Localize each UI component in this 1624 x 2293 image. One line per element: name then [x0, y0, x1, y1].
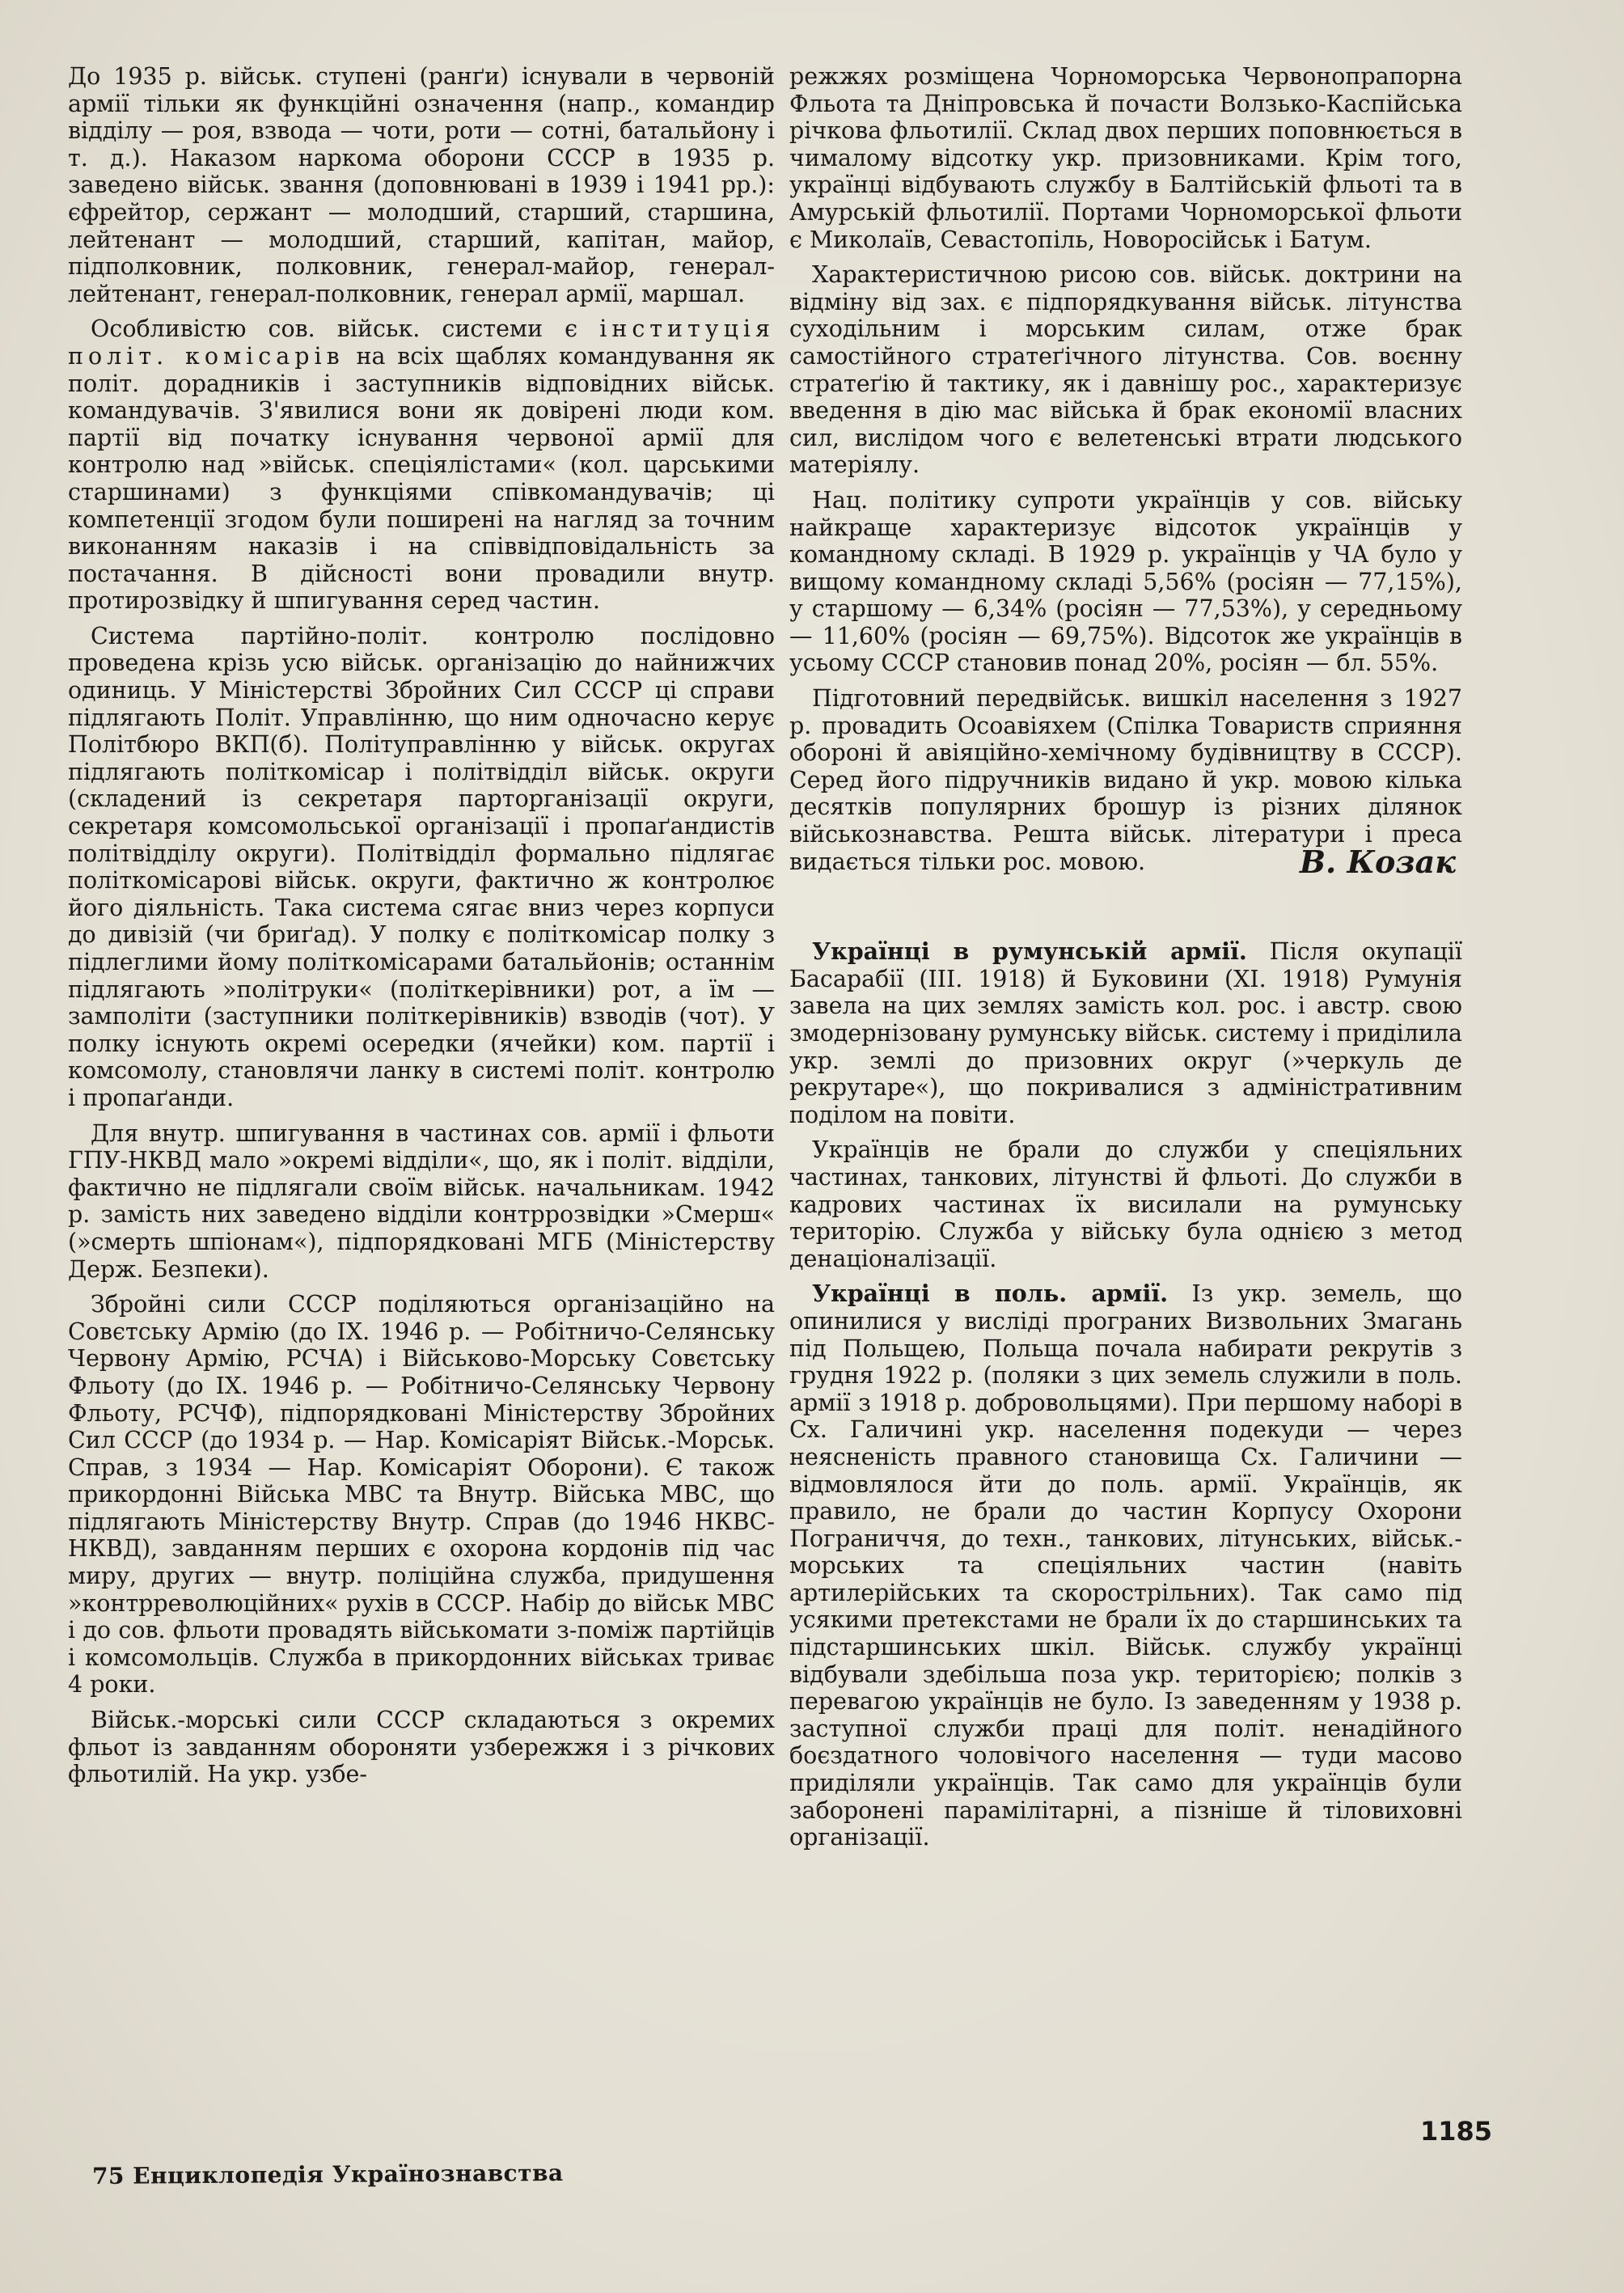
text-run: Після окупації Басарабії (III. 1918) й Буковини (XI. 1918) Румунія завела на цих землях замість кол. рос. і австр. свою змодернізовану румунську військ. систему і приділила укр. землі до призовних округ (»черкуль де рекрутаре«), що покривалися з адміністративним поділом на повіти. — [789, 938, 1462, 1128]
left-column — [68, 63, 775, 1796]
section-gap — [789, 880, 1462, 938]
paragraph: режжях розміщена Чорноморська Червонопрапорна Фльота та Дніпровська й почасти Волзько-Каспійська річкова фльотилії. Склад двох перших поповнюється в чималому відсотку укр. призовниками. Крім того, українці відбувають службу в Балтійській фльоті та в Амурській фльотилії. Портами Чорноморської фльоти є Миколаїв, Севастопіль, Новоросійськ і Батум. — [789, 63, 1462, 253]
paragraph: Підготовний передвійськ. вишкіл населення з 1927 р. провадить Осоавіяхем (Спілка Товариств сприяння обороні й авіяційно-хемічному будівництву в СССР). Серед його підручників видано й укр. мовою кілька десятків популярних брошур із різних ділянок військознавства. Решта військ. літератури і преса видається тільки рос. мовою. — [789, 685, 1462, 875]
text-run: Із укр. земель, що опинилися у висліді програних Визвольних Змагань під Польщею, Польща почала набирати рекрутів з грудня 1922 р. (поляки з цих земель служили в поль. армії з 1918 р. добровольцями). При першому наборі в Сх. Галичині укр. населення подекуди — через неясненість правного становища Сх. Галичини — відмовлялося йти до поль. армії. Українців, як правило, не брали до частин Корпусу Охорони Пограниччя, до техн., танкових, літунських, військ.-морських та спеціяльних частин (навіть артилерійських та скорострільних). Так само під усякими претекстами не брали їх до старшинських та підстаршинських шкіл. Військ. службу українці відбували здебільша поза укр. територією; полків з перевагою українців не було. Із заведенням у 1938 р. заступної служби праці для політ. ненадійного боєздатного чоловічого населення — туди масово приділяли українців. Так само для українців були заборонені парамілітарні, а пізніше й тіловиховні організації. — [789, 1280, 1462, 1851]
paragraph: Військ.-морські сили СССР складаються з окремих фльот із завданням обороняти узбережжя і з річкових фльотилій. На укр. узбе- — [68, 1707, 775, 1788]
text-run: на всіх щаблях командування як політ. дорадників і заступників відповідних військ. командувачів. З'явилися вони як довірені люди ком. партії від початку існування червоної армії для контролю над »військ. спеціялістами« (кол. царськими старшинами) з функціями співкомандувачів; ці компетенції згодом були поширені на нагляд за точним виконанням наказів і на співвідповідальність за постачання. В дійсності вони провадили внутр. протирозвідку й шпигування серед частин. — [68, 342, 775, 615]
text-run: Особливістю сов. військ. системи є — [91, 315, 600, 343]
paragraph — [789, 1280, 1462, 1851]
page-number: 1185 — [1420, 2116, 1493, 2147]
footer-signature-mark: 75 Енциклопедія Українознавства — [91, 2159, 564, 2189]
section-lead: Українці в поль. армії. — [812, 1280, 1169, 1308]
paragraph: Нац. політику супроти українців у сов. війську найкраще характеризує відсоток українців у командному складі. В 1929 р. українців у ЧА було у вищому командному складі 5,56% (росіян — 77,15%), у старшому — 6,34% (росіян — 77,53%), у середньому — 11,60% (росіян — 69,75%). Відсоток же українців в усьому СССР становив понад 20%, росіян — бл. 55%. — [789, 486, 1462, 677]
spaced-term: інституція політ. комісарів — [68, 315, 775, 370]
paragraph: Система партійно-політ. контролю послідовно проведена крізь усю військ. організацію до найнижчих одиниць. У Міністерстві Збройних Сил СССР ці справи підлягають Політ. Управлінню, що ним одночасно керує Політбюро ВКП(б). Політуправлінню у військ. округах підлягають політкомісар і політвідділ військ. округи (складений із секретаря парторганізації округи, секретаря комсомольської організації і пропаґандистів політвідділу округи). Політвідділ формально підлягає політкомісарові військ. округи, фактично ж контролює його діяльність. Така система сягає вниз через корпуси до дивізій (чи бриґад). У полку є політкомісар полку з підлеглими йому політкомісарами батальйонів; останнім підлягають »політруки« (політкерівники) рот, а їм — замполіти (заступники політкерівників) взводів (чот). У полку існують окремі осередки (ячейки) ком. партії і комсомолу, становлячи ланку в системі політ. контролю і пропаґанди. — [68, 622, 775, 1111]
paragraph: Для внутр. шпигування в частинах сов. армії і фльоти ГПУ-НКВД мало »окремі відділи«, що, як і політ. відділи, фактично не підлягали своїм військ. начальникам. 1942 р. замість них заведено відділи контррозвідки »Смерш« (»смерть шпіонам«), підпорядковані МГБ (Міністерству Держ. Безпеки). — [68, 1119, 775, 1283]
paragraph — [68, 315, 775, 615]
paragraph — [789, 938, 1462, 1128]
paragraph: До 1935 р. військ. ступені (ранґи) існували в червоній армії тільки як функційні означення (напр., командир відділу — роя, взвода — чоти, роти — сотні, батальйону і т. д.). Наказом наркома оборони СССР в 1935 р. заведено військ. звання (доповнювані в 1939 і 1941 рр.): єфрейтор, сержант — молодший, старший, старшина, лейтенант — молодший, старший, капітан, майор, підполковник, полковник, генерал-майор, генерал-лейтенант, генерал-полковник, генерал армії, маршал. — [68, 63, 775, 307]
paragraph: Збройні сили СССР поділяються організаційно на Совєтську Армію (до IX. 1946 р. — Робітничо-Селянську Червону Армію, РСЧА) і Військово-Морську Совєтську Фльоту (до IX. 1946 р. — Робітничо-Селянську Червону Фльоту, РСЧФ), підпорядковані Міністерству Збройних Сил СССР (до 1934 р. — Нар. Комісаріят Військ.-Морськ. Справ, з 1934 — Нар. Комісаріят Оборони). Є також прикордонні Війська МВС та Внутр. Війська МВС, що підлягають Міністерству Внутр. Справ (до 1946 НКВС-НКВД), завданням перших є охорона кордонів під час миру, других — внутр. поліційна служба, придушення »контрреволюційних« рухів в СССР. Набір до військ МВС і до сов. фльоти провадять військомати з-поміж партійців і комсомольців. Служба в прикордонних військах триває 4 роки. — [68, 1291, 775, 1699]
paragraph: Українців не брали до служби у спеціяльних частинах, танкових, літунстві й фльоті. До служби в кадрових частинах їх висилали на румунську територію. Служба у війську була однією з метод денаціоналізації. — [789, 1136, 1462, 1272]
right-column — [789, 63, 1462, 1859]
section-lead: Українці в румунській армії. — [812, 937, 1247, 966]
paragraph: Характеристичною рисою сов. військ. доктрини на відміну від зах. є підпорядкування військ. літунства суходільним і морським силам, отже брак самостійного стратеґічного літунства. Сов. воєнну стратеґію й тактику, як і давнішу рос., характеризує введення в дію мас війська й брак економії власних сил, вислідом чого є велетенські втрати людського матеріялу. — [789, 261, 1462, 479]
author-signature: В. Козак — [1299, 844, 1456, 881]
